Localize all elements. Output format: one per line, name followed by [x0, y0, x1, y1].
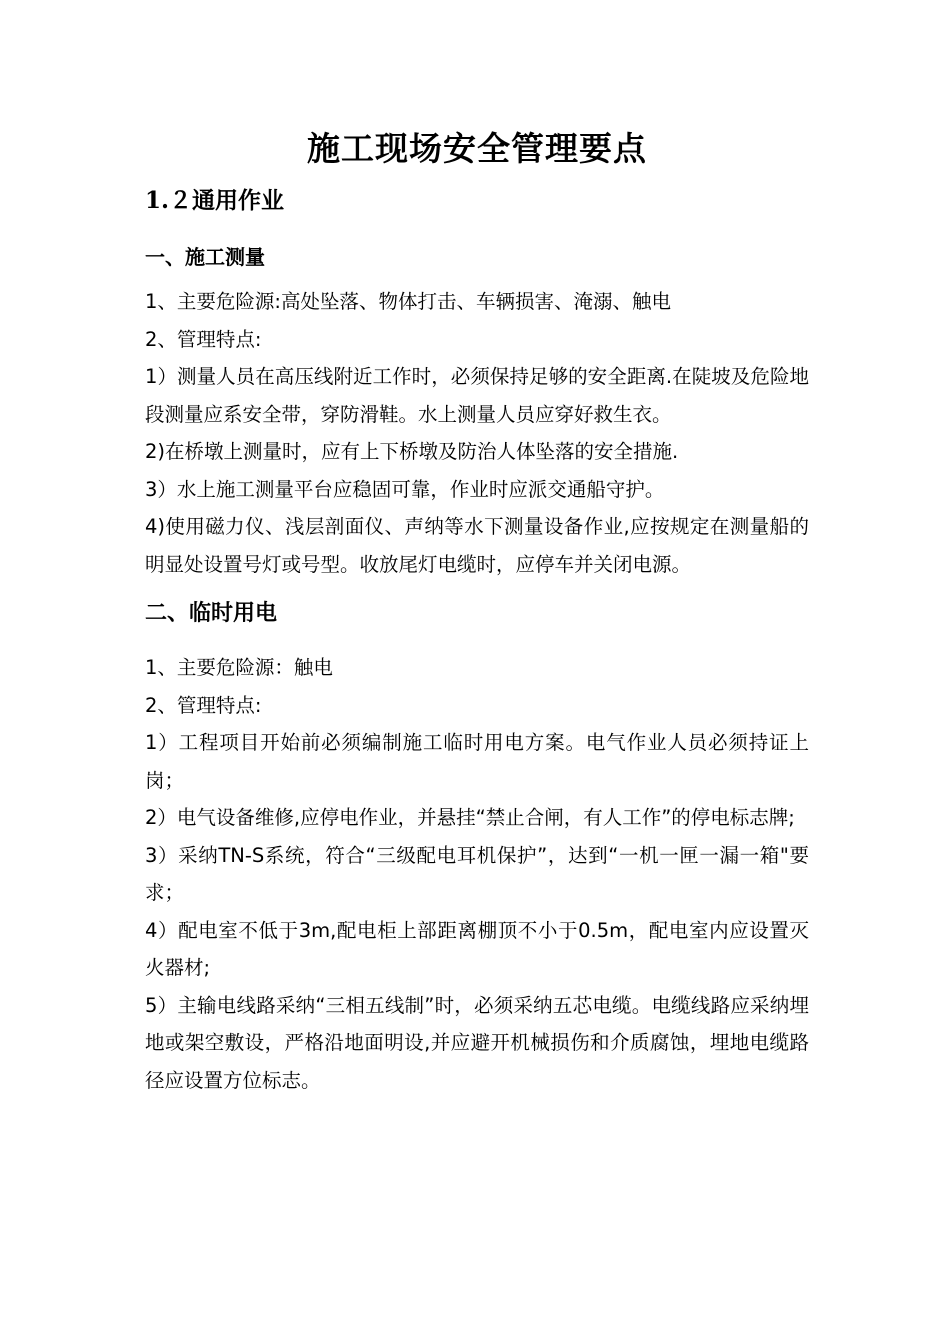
paragraph: 1、主要危险源:高处坠落、物体打击、车辆损害、淹溺、触电: [145, 290, 671, 313]
paragraph: 1、主要危险源：触电: [145, 656, 333, 679]
paragraph: 1）测量人员在高压线附近工作时，必须保持足够的安全距离.在陡坡及危险地段测量应系安全带，穿防滑鞋。水上测量人员应穿好救生衣。: [145, 365, 809, 426]
paragraph: 2、管理特点:: [145, 693, 262, 717]
document-content: [145, 122, 809, 1099]
paragraph: 3）采纳TN-S系统，符合“三级配电耳机保护”，达到“一机一匣一漏一箱"要求；: [145, 843, 809, 904]
paragraph: 1）工程项目开始前必须编制施工临时用电方案。电气作业人员必须持证上岗；: [145, 731, 809, 792]
document-title: 施工现场安全管理要点: [307, 129, 647, 168]
section-body-temporary-power: [145, 649, 809, 1099]
section-heading-survey: 一、施工测量: [145, 245, 265, 269]
paragraph: 2)在桥墩上测量时，应有上下桥墩及防治人体坠落的安全措施.: [145, 440, 679, 463]
paragraph: 3）水上施工测量平台应稳固可靠，作业时应派交通船守护。: [145, 477, 665, 501]
paragraph: 5）主输电线路采纳“三相五线制”时，必须采纳五芯电缆。电缆线路应采纳埋地或架空敷设，严格沿地面明设,并应避开机械损伤和介质腐蚀，埋地电缆路径应设置方位标志。: [145, 993, 809, 1092]
section-heading-temporary-power: 二、临时用电: [145, 600, 278, 626]
document-subtitle: 1.２通用作业: [145, 187, 285, 214]
section-body-survey: [145, 283, 809, 583]
paragraph: 2、管理特点:: [145, 327, 262, 351]
paragraph: 2）电气设备维修,应停电作业，并悬挂“禁止合闸，有人工作”的停电标志牌;: [145, 806, 795, 829]
paragraph: 4）配电室不低于3m,配电柜上部距离棚顶不小于0.5m，配电室内应设置灭火器材;: [145, 918, 809, 979]
paragraph: 4)使用磁力仪、浅层剖面仪、声纳等水下测量设备作业,应按规定在测量船的明显处设置号灯或号型。收放尾灯电缆时，应停车并关闭电源。: [145, 515, 809, 576]
